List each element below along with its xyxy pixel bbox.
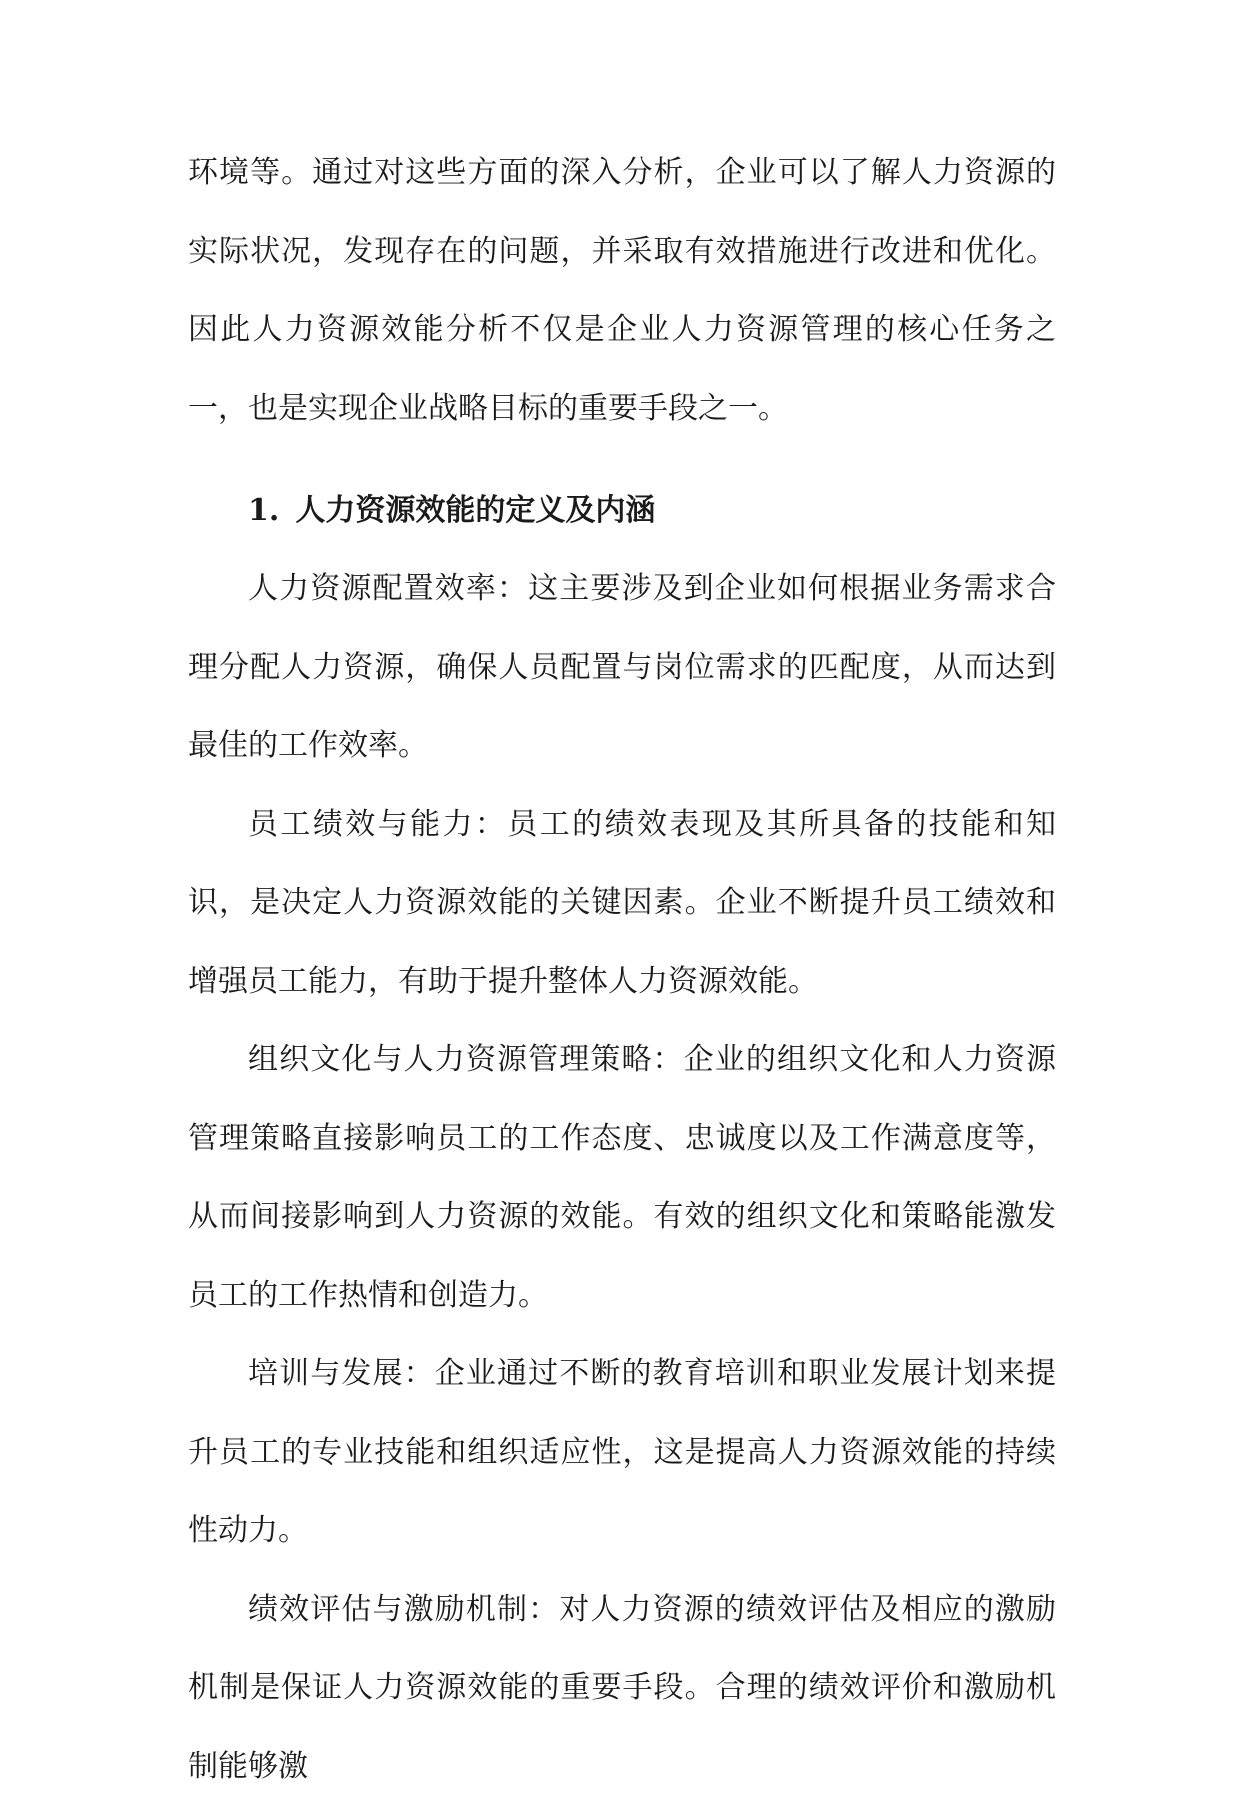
section-heading [188, 472, 1056, 550]
paragraph-training-development: 培训与发展：企业通过不断的教育培训和职业发展计划来提升员工的专业技能和组织适应性，这是提高人力资源效能的持续性动力。 [188, 1335, 1056, 1571]
document-body [188, 134, 1056, 1806]
section-title: 人力资源效能的定义及内涵 [295, 493, 655, 528]
paragraph-evaluation-incentive: 绩效评估与激励机制：对人力资源的绩效评估及相应的激励机制是保证人力资源效能的重要手段。合理的绩效评价和激励机制能够激 [188, 1571, 1056, 1806]
paragraph-culture-strategy: 组织文化与人力资源管理策略：企业的组织文化和人力资源管理策略直接影响员工的工作态度、忠诚度以及工作满意度等，从而间接影响到人力资源的效能。有效的组织文化和策略能激发员工的工作热情和创造力。 [188, 1021, 1056, 1335]
paragraph-performance-ability: 员工绩效与能力：员工的绩效表现及其所具备的技能和知识，是决定人力资源效能的关键因素。企业不断提升员工绩效和增强员工能力，有助于提升整体人力资源效能。 [188, 786, 1056, 1022]
paragraph-allocation-efficiency: 人力资源配置效率：这主要涉及到企业如何根据业务需求合理分配人力资源，确保人员配置与岗位需求的匹配度，从而达到最佳的工作效率。 [188, 550, 1056, 786]
section-number: 1. [248, 472, 279, 550]
intro-paragraph: 环境等。通过对这些方面的深入分析，企业可以了解人力资源的实际状况，发现存在的问题，并采取有效措施进行改进和优化。因此人力资源效能分析不仅是企业人力资源管理的核心任务之一，也是实现企业战略目标的重要手段之一。 [188, 134, 1056, 448]
